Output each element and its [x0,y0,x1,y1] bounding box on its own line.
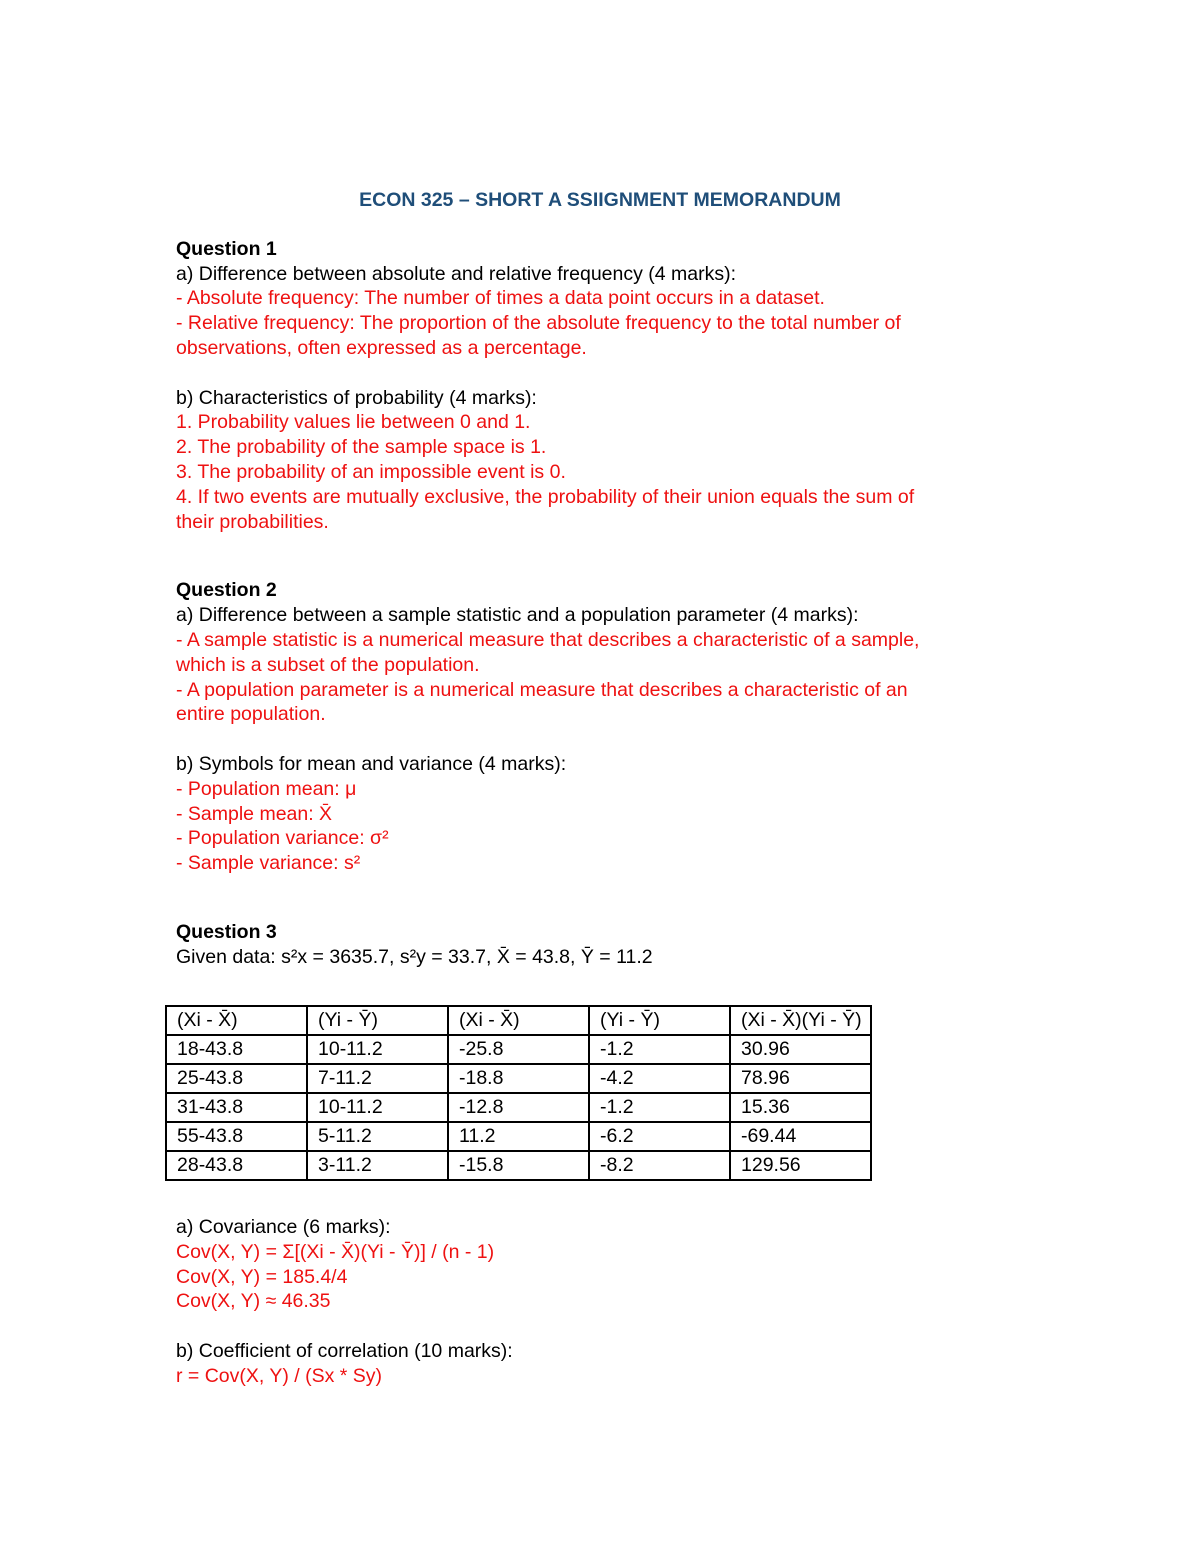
table-header-row [166,1006,871,1035]
table-cell: 129.56 [730,1151,871,1180]
table-cell: -1.2 [589,1093,730,1122]
table-cell: -6.2 [589,1122,730,1151]
q3-a-prompt: a) Covariance (6 marks): [176,1216,391,1238]
table-row [166,1064,871,1093]
q2-a-answer-line: entire population. [176,703,326,726]
q1-b-answer-line: their probabilities. [176,510,329,533]
q2-b-answer-line: - Population variance: σ² [176,827,389,850]
question-1-heading: Question 1 [176,237,277,260]
q2-a-prompt: a) Difference between a sample statistic and a population parameter (4 marks): [176,604,859,627]
deviation-table [165,1005,872,1181]
table-cell: -25.8 [448,1035,589,1064]
q1-a-prompt: a) Difference between absolute and relative frequency (4 marks): [176,262,737,285]
memo-body [176,188,1006,970]
table-cell: 5-11.2 [307,1122,448,1151]
q1-a-answer-line: - Absolute frequency: The number of times a data point occurs in a dataset. [176,287,825,310]
q2-b-prompt: b) Symbols for mean and variance (4 marks): [176,752,567,775]
q2-b-answer-line: - Sample variance: s² [176,852,361,875]
q1-b-answer-line: 1. Probability values lie between 0 and 1. [176,411,531,434]
table-cell: -1.2 [589,1035,730,1064]
table-cell: -69.44 [730,1122,871,1151]
document-title: ECON 325 – SHORT A SSIIGNMENT MEMORANDUM [359,189,841,211]
table-cell: 11.2 [448,1122,589,1151]
table-header-cell: (Xi - X̄) [448,1006,589,1035]
table-cell: -12.8 [448,1093,589,1122]
table-cell: -15.8 [448,1151,589,1180]
table-row [166,1122,871,1151]
question-3-heading: Question 3 [176,920,277,943]
table-header-cell: (Xi - X̄)(Yi - Ȳ) [730,1006,871,1035]
table-cell: 78.96 [730,1064,871,1093]
table-cell: 10-11.2 [307,1093,448,1122]
q1-b-answer-line: 2. The probability of the sample space is 1. [176,436,547,459]
table-header-cell: (Yi - Ȳ) [589,1006,730,1035]
q2-a-answer-line: - A sample statistic is a numerical measure that describes a characteristic of a sample, [176,628,920,651]
q2-b-answer-line: - Population mean: μ [176,777,357,800]
table-cell: -8.2 [589,1151,730,1180]
table-cell: -4.2 [589,1064,730,1093]
table-cell: 3-11.2 [307,1151,448,1180]
q2-a-answer-line: which is a subset of the population. [176,653,480,676]
q3-b-answer-line: r = Cov(X, Y) / (Sx * Sy) [176,1364,383,1387]
table-row [166,1035,871,1064]
q3-a-answer-line: Cov(X, Y) ≈ 46.35 [176,1290,331,1313]
table-header-cell: (Xi - X̄) [166,1006,307,1035]
table-cell: 28-43.8 [166,1151,307,1180]
q1-b-answer-line: 4. If two events are mutually exclusive, the probability of their union equals the sum of [176,485,915,508]
question-2-heading: Question 2 [176,579,277,602]
table-row [166,1093,871,1122]
table-cell: 10-11.2 [307,1035,448,1064]
q3-a-answer-line: Cov(X, Y) = 185.4/4 [176,1265,348,1288]
q2-b-answer-line: - Sample mean: X̄ [176,802,333,825]
table-cell: 18-43.8 [166,1035,307,1064]
q3-a-answer-line: Cov(X, Y) = Σ[(Xi - X̄)(Yi - Ȳ)] / (n - 1) [176,1240,495,1263]
q3-given-data: Given data: s²x = 3635.7, s²y = 33.7, X̄ = 43.8, Ȳ = 11.2 [176,945,653,968]
q1-a-answer-line: observations, often expressed as a percentage. [176,336,587,359]
q3-b-prompt: b) Coefficient of correlation (10 marks): [176,1339,513,1362]
q1-b-answer-line: 3. The probability of an impossible event is 0. [176,460,566,483]
table-cell: 15.36 [730,1093,871,1122]
table-cell: 55-43.8 [166,1122,307,1151]
table-cell: 7-11.2 [307,1064,448,1093]
q1-a-answer-line: - Relative frequency: The proportion of the absolute frequency to the total number of [176,312,901,335]
table-cell: 25-43.8 [166,1064,307,1093]
table-cell: -18.8 [448,1064,589,1093]
table-cell: 30.96 [730,1035,871,1064]
table-row [166,1151,871,1180]
q1-b-prompt: b) Characteristics of probability (4 marks): [176,386,537,409]
table-cell: 31-43.8 [166,1093,307,1122]
table-header-cell: (Yi - Ȳ) [307,1006,448,1035]
question-3-answers [176,1215,1006,1389]
q2-a-answer-line: - A population parameter is a numerical measure that describes a characteristic of an [176,678,908,701]
